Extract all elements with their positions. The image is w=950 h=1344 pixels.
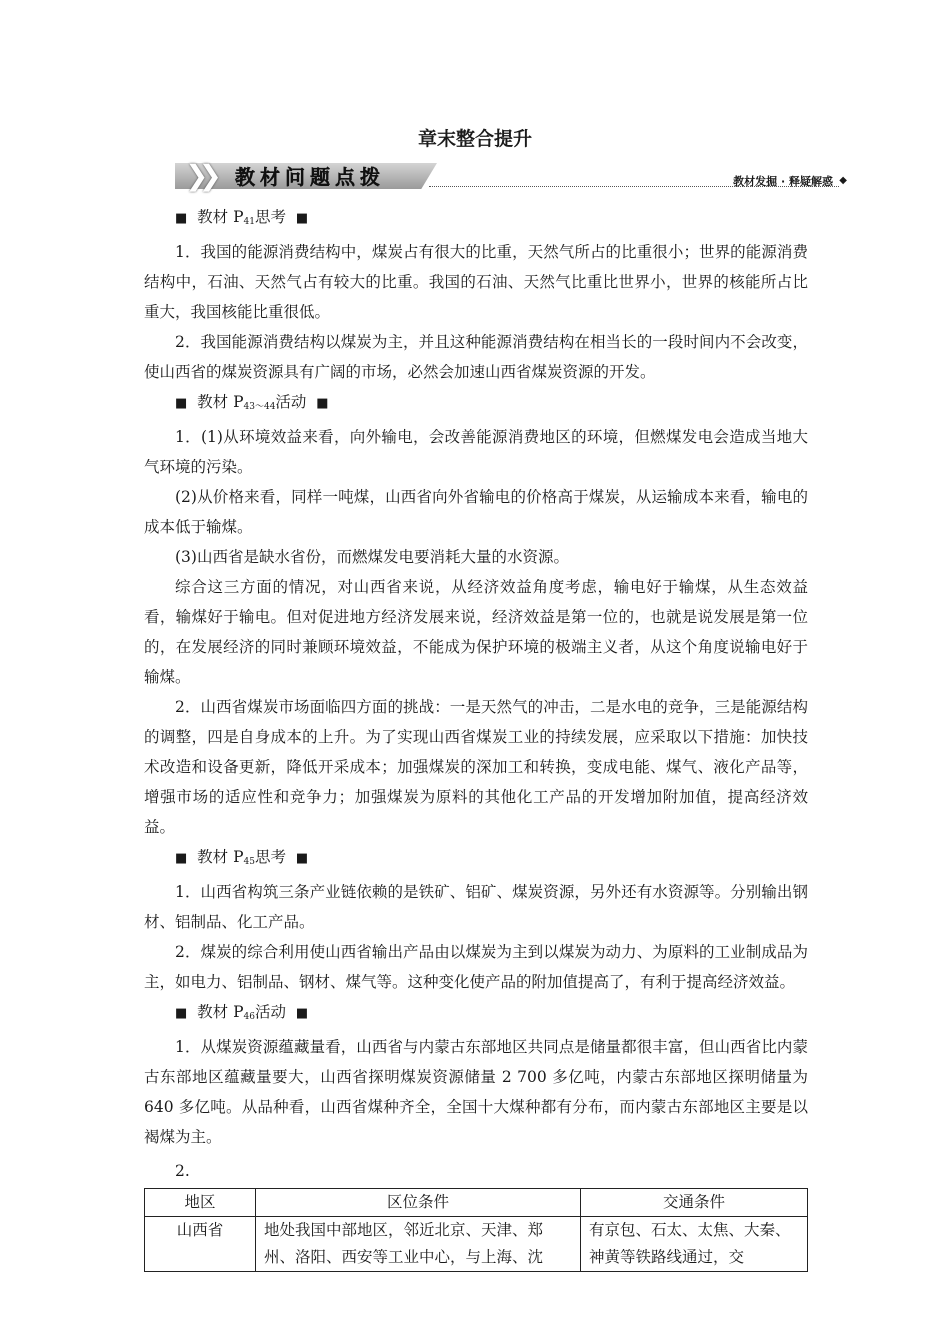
paragraph: 1．(1)从环境效益来看，向外输电，会改善能源消费地区的环境，但燃煤发电会造成当地大气环境的污染。 [144, 428, 808, 476]
paragraph: 1．山西省构筑三条产业链依赖的是铁矿、铝矿、煤炭资源，另外还有水资源等。分别输出钢材、铝制品、化工产品。 [144, 883, 808, 931]
paragraph: (3)山西省是缺水省份，而燃煤发电要消耗大量的水资源。 [175, 548, 569, 566]
square-icon: ■ [175, 211, 188, 226]
comparison-table [144, 1188, 808, 1272]
banner-label: 教材问题点拨 [235, 165, 385, 189]
heading-suffix: 思考 [254, 848, 286, 866]
section-heading [144, 997, 808, 1032]
section-heading [144, 842, 808, 877]
page-ref: 41 [243, 217, 255, 227]
square-icon: ■ [175, 1006, 188, 1021]
diamond-icon: ◆ [839, 175, 847, 186]
heading-text: 教材 P [197, 393, 244, 411]
table-header: 交通条件 [581, 1189, 808, 1217]
table-cell: 地处我国中部地区，邻近北京、天津、郑州、洛阳、西安等工业中心，与上海、沈 [256, 1217, 581, 1272]
page-ref: 46 [243, 1012, 255, 1022]
heading-suffix: 活动 [254, 1003, 286, 1021]
table-header: 地区 [145, 1189, 256, 1217]
page-ref: 45 [243, 857, 255, 867]
section-heading [144, 387, 808, 422]
paragraph: 1．从煤炭资源蕴藏量看，山西省与内蒙古东部地区共同点是储量都很丰富，但山西省比内蒙古东部地区蕴藏量要大，山西省探明煤炭资源储量 2 700 多亿吨，内蒙古东部地区探明储量为 640 多亿吨。从品种看，山西省煤种齐全，全国十大煤种都有分布，而内蒙古东部地区主要是以褐煤为主。 [144, 1038, 808, 1146]
paragraph: 2．我国能源消费结构以煤炭为主，并且这种能源消费结构在相当长的一段时间内不会改变，使山西省的煤炭资源具有广阔的市场，必然会加速山西省煤炭资源的开发。 [144, 333, 808, 381]
paragraph: 2. [175, 1162, 190, 1180]
heading-suffix: 活动 [275, 393, 307, 411]
square-icon: ■ [175, 851, 188, 866]
heading-text: 教材 P [197, 848, 244, 866]
section-heading [144, 202, 808, 237]
square-icon: ■ [175, 396, 188, 411]
table-row [145, 1217, 808, 1272]
paragraph: (2)从价格来看，同样一吨煤，山西省向外省输电的价格高于煤炭，从运输成本来看，输电的成本低于输煤。 [144, 488, 808, 536]
paragraph: 1．我国的能源消费结构中，煤炭占有很大的比重，天然气所占的比重很小；世界的能源消费结构中，石油、天然气占有较大的比重。我国的石油、天然气比重比世界小，世界的核能所占比重大，我国核能比重很低。 [144, 243, 808, 321]
heading-suffix: 思考 [254, 208, 286, 226]
paragraph: 综合这三方面的情况，对山西省来说，从经济效益角度考虑，输电好于输煤，从生态效益看，输煤好于输电。但对促进地方经济发展来说，经济效益是第一位的，也就是说发展是第一位的，在发展经济的同时兼顾环境效益，不能成为保护环境的极端主义者，从这个角度说输电好于输煤。 [144, 578, 808, 686]
square-icon: ■ [316, 396, 329, 411]
square-icon: ■ [295, 1006, 309, 1021]
square-icon: ■ [295, 851, 309, 866]
heading-text: 教材 P [197, 1003, 244, 1021]
table-cell: 有京包、石太、太焦、大秦、神黄等铁路线通过，交 [581, 1217, 808, 1272]
table-header: 区位条件 [256, 1189, 581, 1217]
paragraph: 2．山西省煤炭市场面临四方面的挑战：一是天然气的冲击，二是水电的竞争，三是能源结构的调整，四是自身成本的上升。为了实现山西省煤炭工业的持续发展，应采取以下措施：加快技术改造和设备更新，降低开采成本；加强煤炭的深加工和转换，变成电能、煤气、液化产品等，增强市场的适应性和竞争力；加强煤炭为原料的其他化工产品的开发增加附加值，提高经济效益。 [144, 698, 808, 836]
banner-tagline: 教材发掘 · 释疑解惑 [733, 175, 833, 188]
table-header-row [145, 1189, 808, 1217]
heading-text: 教材 P [197, 208, 244, 226]
double-chevron-icon: ❯❯ [185, 159, 212, 192]
table-cell: 山西省 [145, 1217, 256, 1272]
square-icon: ■ [295, 211, 309, 226]
section-banner [175, 159, 847, 195]
page-title: 章末整合提升 [417, 128, 532, 150]
page-ref: 43～44 [243, 402, 276, 412]
paragraph: 2．煤炭的综合利用使山西省输出产品由以煤炭为主到以煤炭为动力、为原料的工业制成品为主，如电力、铝制品、钢材、煤气等。这种变化使产品的附加值提高了，有利于提高经济效益。 [144, 943, 808, 991]
main-content [144, 202, 808, 1272]
